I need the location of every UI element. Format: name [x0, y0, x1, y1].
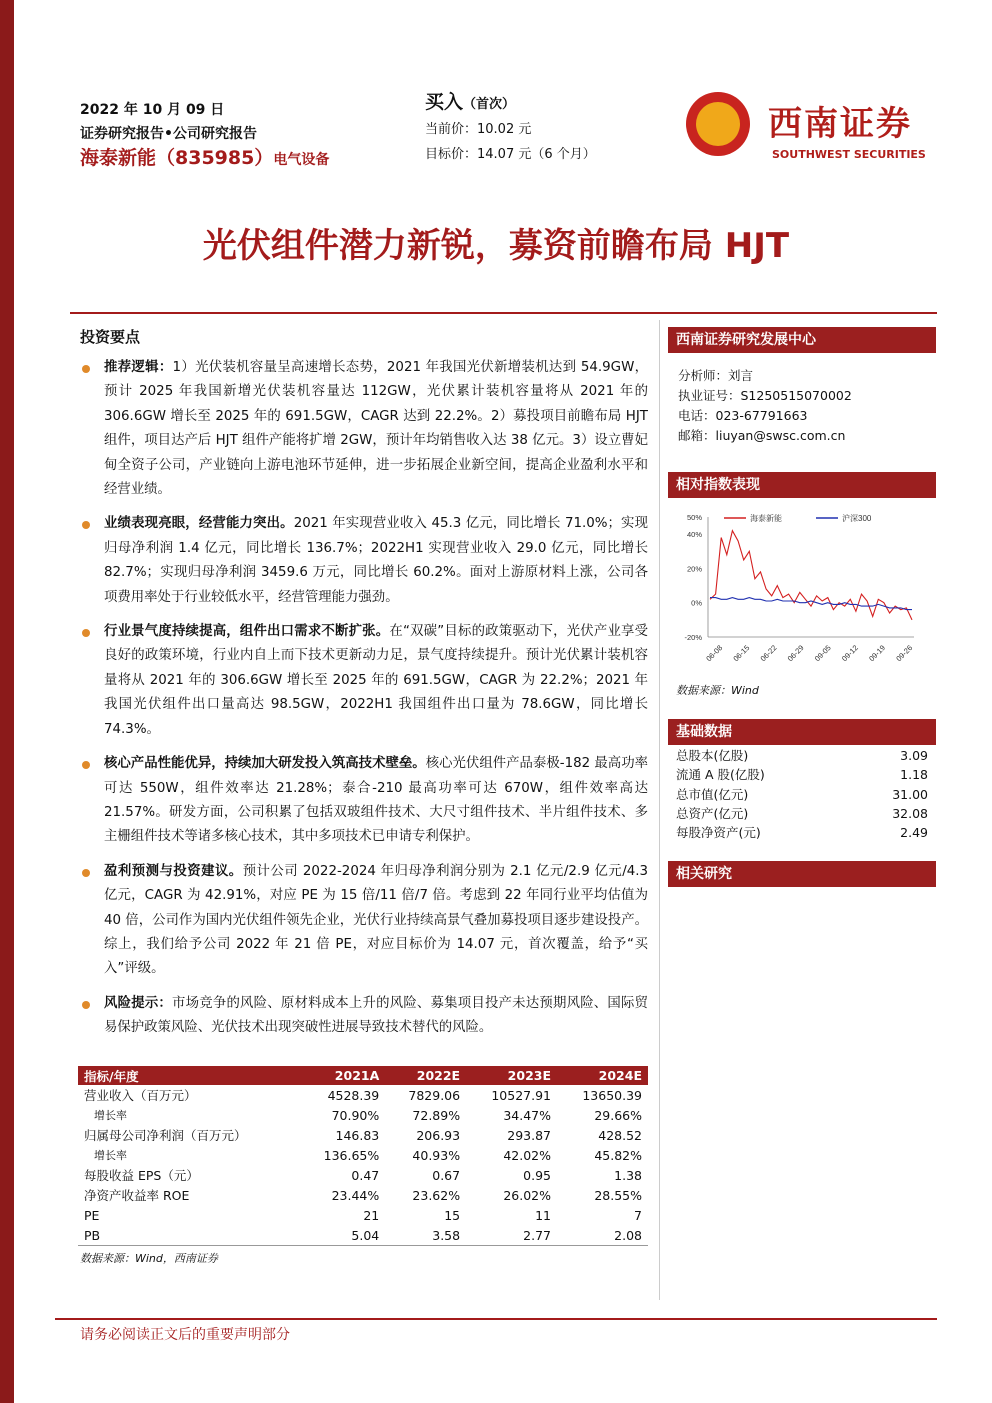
- logo-en-text: SOUTHWEST SECURITIES: [772, 148, 926, 161]
- basic-label: 总资产(亿元): [676, 805, 749, 821]
- table-cell: 45.82%: [594, 1147, 642, 1163]
- basic-data-table: [676, 746, 928, 842]
- table-cell: 11: [535, 1207, 552, 1223]
- x-tick-label: 06-29: [785, 643, 806, 664]
- table-cell: 0.47: [351, 1167, 380, 1183]
- table-cell: 26.02%: [503, 1187, 552, 1203]
- table-cell: 7: [634, 1207, 642, 1223]
- target-price: 目标价：14.07 元（6 个月）: [425, 147, 596, 162]
- table-cell: 0.95: [523, 1167, 552, 1183]
- y-tick-label: 50%: [686, 513, 702, 522]
- table-cell: 42.02%: [503, 1147, 552, 1163]
- footer-divider: [55, 1318, 937, 1320]
- bullet-lead: 风险提示：: [104, 995, 173, 1011]
- logo-emblem-icon: [686, 92, 750, 156]
- table-cell: 2.08: [557, 1225, 648, 1246]
- table-cell: 15: [444, 1207, 461, 1223]
- basic-value: 32.08: [892, 805, 928, 821]
- table-row: [78, 1145, 648, 1165]
- index-performance-header: 相对指数表现: [668, 472, 936, 498]
- bullet-dot-icon: [82, 521, 90, 529]
- basic-value: 2.49: [900, 825, 928, 841]
- table-cell: 7829.06: [408, 1087, 461, 1103]
- left-accent-bar: [0, 0, 14, 1403]
- bullet-text: 预计公司 2022-2024 年归母净利润分别为 2.1 亿元/2.9 亿元/4.3 亿元，CAGR 为 42.91%，对应 PE 为 15 倍/11 倍/7 倍。考虑到 22 年同行业平均估值为 40 倍，公司作为国内光伏组件领先企业，光伏行业持续高景气叠加募投项目逐步建设投产。综上，我们给予公司 2022 年 21 倍 PE，对应目标价为 14.07 元，首次覆盖，给予“买入”评级。: [104, 863, 649, 977]
- relative-index-chart: [668, 505, 936, 680]
- row-label: 净资产收益率 ROE: [84, 1188, 190, 1203]
- column-header: 2021A: [299, 1066, 385, 1085]
- basic-label: 每股净资产(元): [676, 825, 761, 841]
- x-tick-label: 09-19: [867, 643, 888, 664]
- bullet-item: [80, 356, 648, 502]
- table-cell: 2.77: [466, 1225, 557, 1246]
- row-label: 增长率: [94, 1149, 127, 1162]
- bullet-dot-icon: [82, 761, 90, 769]
- rating-value: 买入: [425, 91, 464, 113]
- bullet-dot-icon: [82, 629, 90, 637]
- x-tick-label: 06-22: [758, 643, 779, 664]
- y-tick-label: 0%: [691, 598, 702, 608]
- basic-value: 3.09: [900, 748, 928, 763]
- company-name: 海泰新能（835985）: [80, 147, 274, 169]
- analyst-phone: 电话：023-67791663: [678, 408, 808, 423]
- table-cell: 34.47%: [503, 1107, 552, 1123]
- company-line: [80, 146, 329, 172]
- bullet-text: 市场竞争的风险、原材料成本上升的风险、募集项目投产未达预期风险、国际贸易保护政策风险、光伏技术出现突破性进展导致技术替代的风险。: [104, 995, 649, 1036]
- table-cell: 206.93: [416, 1127, 461, 1143]
- table-row: [78, 1085, 648, 1105]
- column-divider: [659, 320, 660, 1300]
- bullet-lead: 业绩表现亮眼，经营能力突出。: [104, 516, 294, 532]
- series-line: [710, 531, 912, 620]
- table-cell: 10527.91: [491, 1087, 552, 1103]
- logo-cn-text: 西南证券: [768, 104, 912, 144]
- x-tick-label: 06-08: [704, 643, 725, 664]
- table-row: [78, 1185, 648, 1205]
- column-header: 2023E: [466, 1066, 557, 1085]
- table-cell: 0.67: [432, 1167, 461, 1183]
- basic-row: [676, 823, 928, 842]
- bullet-item: [80, 752, 648, 850]
- table-cell: 70.90%: [331, 1107, 380, 1123]
- financial-forecast-table: [78, 1066, 648, 1246]
- basic-row: [676, 746, 928, 765]
- x-tick-label: 09-05: [812, 643, 833, 664]
- table-cell: 3.58: [385, 1225, 466, 1246]
- basic-label: 总市值(亿元): [676, 786, 749, 802]
- table-cell: 28.55%: [594, 1187, 642, 1203]
- industry: 电气设备: [273, 152, 330, 168]
- bullet-text: 1）光伏装机容量呈高速增长态势，2021 年我国光伏新增装机达到 54.9GW，预计 2025 年我国新增光伏装机容量达 112GW，光伏累计装机容量将从 2021 年的 306.6GW 增长至 2025 年的 691.5GW，CAGR 达到 22.2%。2）募投项目前瞻布局 HJT 组件，项目达产后 HJT 组件产能将扩增 2GW，预计年均销售收入达 38 亿元。3）设立曹妃甸全资子公司，产业链向上游电池环节延伸，进一步拓展企业新空间，提高企业盈利水平和经营业绩。: [104, 360, 649, 498]
- table-row: [78, 1105, 648, 1125]
- table-cell: 136.65%: [323, 1147, 380, 1163]
- row-label: PE: [84, 1207, 100, 1223]
- table-row: [78, 1125, 648, 1145]
- bullet-dot-icon: [82, 1001, 90, 1009]
- title-divider: [70, 312, 937, 314]
- column-header: 指标/年度: [78, 1066, 299, 1085]
- investment-points: [80, 356, 648, 1051]
- table-cell: 293.87: [507, 1127, 552, 1143]
- bullet-lead: 盈利预测与投资建议。: [104, 863, 243, 879]
- analyst-info: [678, 366, 852, 446]
- basic-row: [676, 804, 928, 823]
- bullet-lead: 行业景气度持续提高，组件出口需求不断扩张。: [104, 624, 390, 640]
- report-date: 2022 年 10 月 09 日: [80, 102, 225, 118]
- basic-label: 总股本(亿股): [676, 748, 749, 763]
- row-label: PB: [78, 1225, 299, 1246]
- row-label: 每股收益 EPS（元）: [84, 1168, 199, 1183]
- bullet-lead: 核心产品性能优异，持续加大研发投入筑高技术壁垒。: [104, 756, 426, 772]
- table-cell: 5.04: [299, 1225, 385, 1246]
- rating: [425, 90, 596, 117]
- footer-disclaimer: 请务必阅读正文后的重要声明部分: [80, 1327, 290, 1343]
- related-research-header: 相关研究: [668, 861, 936, 887]
- bullet-item: [80, 512, 648, 610]
- bullet-text: 核心光伏组件产品泰极-182 最高功率可达 550W，组件效率达 21.28%；泰合-210 最高功率可达 670W，组件效率高达 21.57%。研发方面，公司积累了包括双玻组件技术、大尺寸组件技术、半片组件技术、多主栅组件技术等诸多核心技术，其中多项技术已申请专利保护。: [104, 756, 649, 845]
- table-row: [78, 1205, 648, 1225]
- table-cell: 23.62%: [412, 1187, 461, 1203]
- analyst-name: 分析师：刘言: [678, 368, 754, 383]
- research-center-header: 西南证券研究发展中心: [668, 327, 936, 353]
- y-tick-label: -20%: [684, 633, 702, 642]
- legend-label: 海泰新能: [750, 514, 782, 523]
- table-source: 数据来源：Wind，西南证券: [80, 1252, 218, 1265]
- basic-data-header: 基础数据: [668, 719, 936, 745]
- chart-source: 数据来源：Wind: [676, 684, 759, 697]
- x-tick-label: 09-12: [839, 643, 860, 664]
- table-cell: 428.52: [598, 1127, 642, 1143]
- current-price: 当前价：10.02 元: [425, 122, 532, 137]
- table-cell: 1.38: [614, 1167, 642, 1183]
- rating-block: [425, 90, 596, 167]
- table-row: [78, 1165, 648, 1185]
- table-cell: 21: [363, 1207, 380, 1223]
- table-row: [78, 1225, 648, 1246]
- bullet-item: [80, 620, 648, 742]
- report-header-left: [80, 98, 329, 172]
- basic-row: [676, 785, 928, 804]
- table-cell: 29.66%: [594, 1107, 642, 1123]
- bullet-dot-icon: [82, 869, 90, 877]
- row-label: 归属母公司净利润（百万元）: [84, 1128, 247, 1143]
- column-header: 2024E: [557, 1066, 648, 1085]
- basic-value: 31.00: [892, 786, 928, 802]
- analyst-license: 执业证号：S1250515070002: [678, 388, 852, 403]
- company-logo: [686, 92, 936, 164]
- rating-note: （首次）: [463, 97, 516, 112]
- basic-row: [676, 765, 928, 784]
- y-tick-label: 40%: [686, 530, 702, 540]
- column-header: 2022E: [385, 1066, 466, 1085]
- bullet-lead: 推荐逻辑：: [104, 360, 173, 375]
- table-cell: 146.83: [335, 1127, 380, 1143]
- analyst-email[interactable]: 邮箱：liuyan@swsc.com.cn: [678, 428, 846, 443]
- table-cell: 72.89%: [412, 1107, 461, 1123]
- table-cell: 4528.39: [327, 1087, 380, 1103]
- section-title: 投资要点: [80, 328, 141, 346]
- y-tick-label: 20%: [686, 564, 702, 574]
- basic-label: 流通 A 股(亿股): [676, 767, 765, 783]
- table-cell: 23.44%: [331, 1187, 380, 1203]
- row-label: 增长率: [94, 1109, 127, 1122]
- x-tick-label: 06-15: [731, 643, 752, 664]
- table-header-row: [78, 1066, 648, 1085]
- basic-value: 1.18: [900, 767, 928, 783]
- bullet-item: [80, 992, 648, 1041]
- table-cell: 40.93%: [412, 1147, 461, 1163]
- table-cell: 13650.39: [582, 1087, 642, 1103]
- report-type: 证券研究报告•公司研究报告: [80, 126, 257, 142]
- bullet-item: [80, 860, 648, 982]
- bullet-dot-icon: [82, 365, 90, 373]
- bullet-text: 2021 年实现营业收入 45.3 亿元，同比增长 71.0%；实现归母净利润 1.4 亿元，同比增长 136.7%；2022H1 实现营业收入 29.0 亿元，同比增长 82.7%；实现归母净利润 3459.6 万元，同比增长 60.2%。面对上游原材料上涨，公司各项费用率处于行业较低水平，经营管理能力强劲。: [104, 516, 648, 605]
- series-line: [710, 598, 912, 610]
- x-tick-label: 09-26: [894, 643, 915, 664]
- bullet-text: 在“双碳”目标的政策驱动下，光伏产业享受良好的政策环境，行业内自上而下技术更新动力足，景气度持续提升。预计光伏累计装机容量将从 2021 年的 306.6GW 增长至 2025 年的 691.5GW，CAGR 为 22.2%；2021 年我国光伏组件出口量高达 98.5GW，2022H1 我国组件出口量为 78.6GW，同比增长 74.3%。: [104, 624, 649, 737]
- legend-label: 沪深300: [842, 514, 872, 523]
- report-title: 光伏组件潜力新锐，募资前瞻布局 HJT: [202, 226, 790, 266]
- row-label: 营业收入（百万元）: [84, 1088, 197, 1103]
